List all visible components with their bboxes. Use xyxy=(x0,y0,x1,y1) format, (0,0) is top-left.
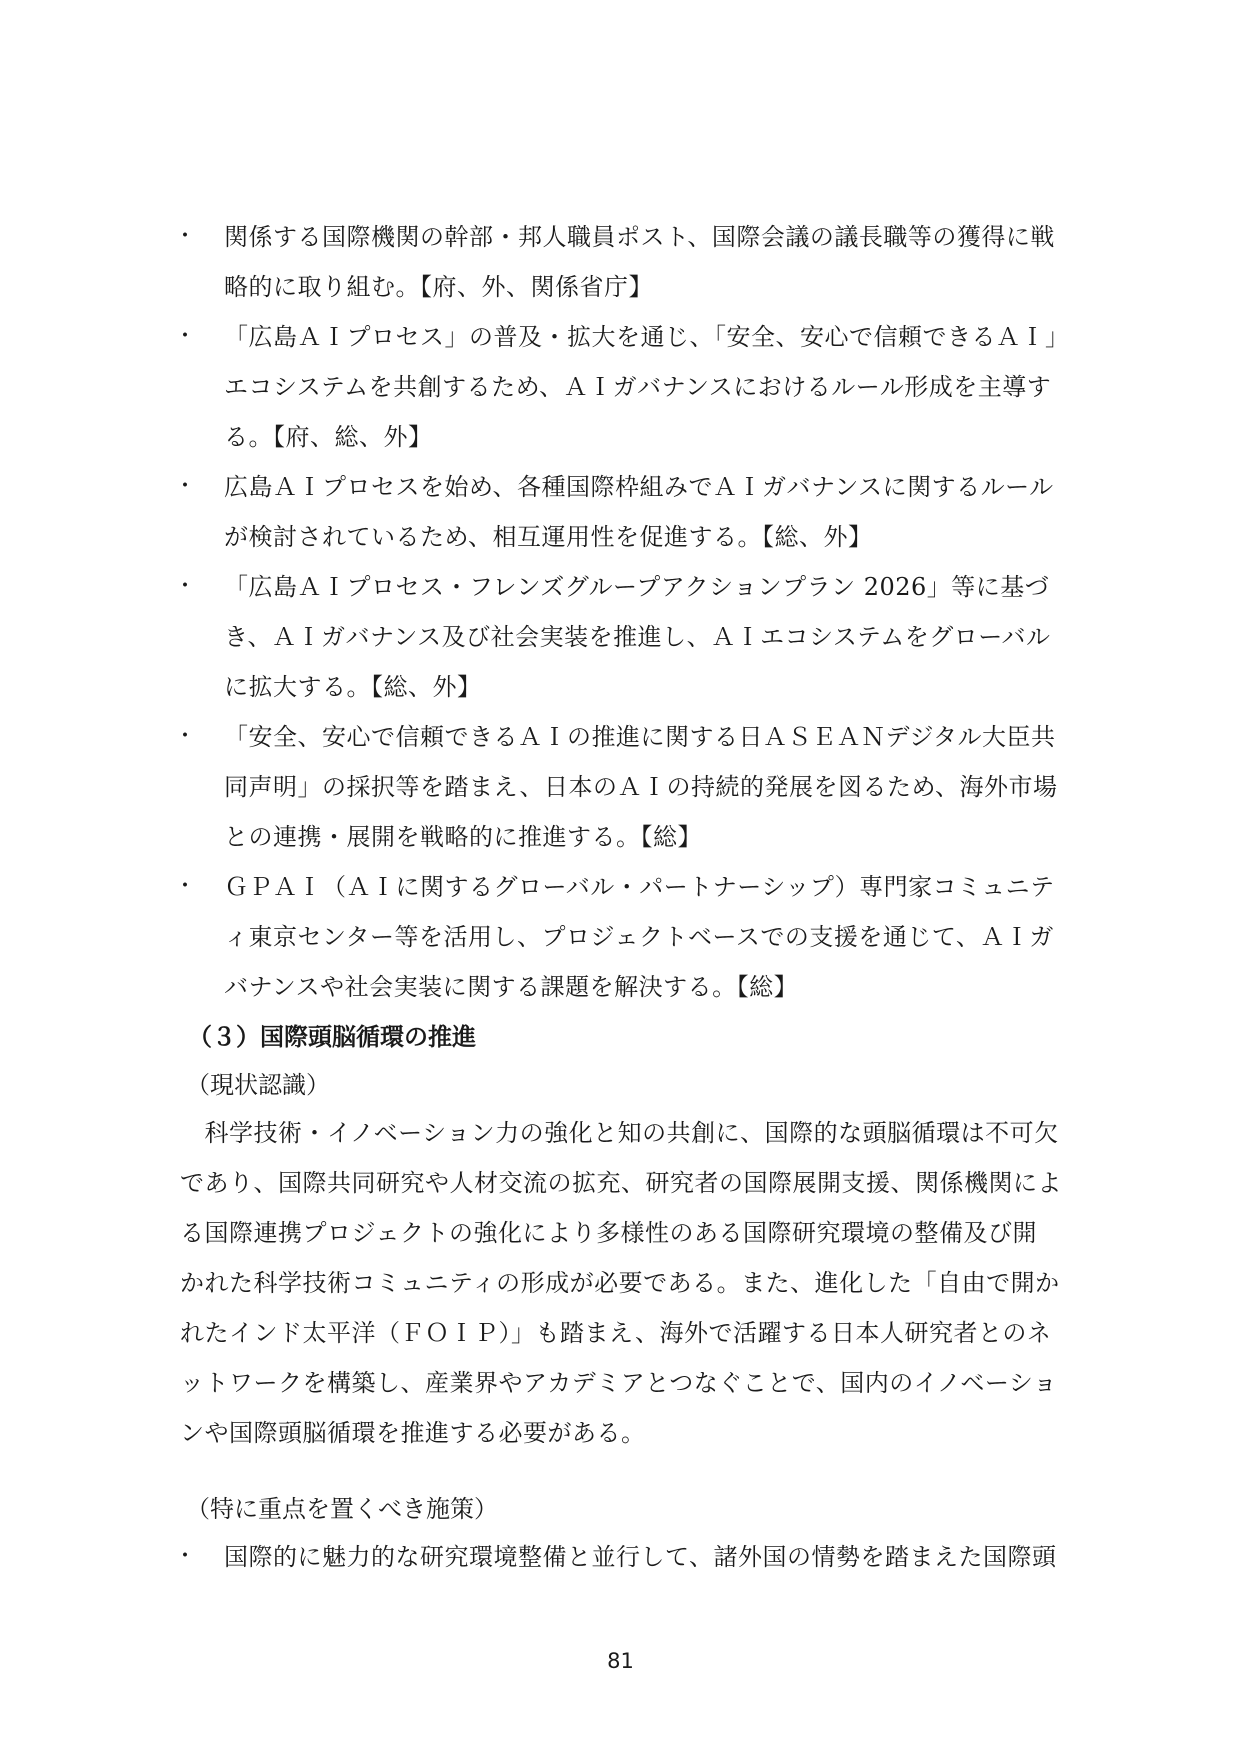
list-item xyxy=(0,1532,1072,1582)
subheading-status: （現状認識） xyxy=(186,1071,330,1099)
bullet-marker: ・ xyxy=(174,324,197,349)
section-heading: （３）国際頭脳循環の推進 xyxy=(188,1023,476,1051)
text-line: 国際的に魅力的な研究環境整備と並行して、諸外国の情勢を踏まえた国際頭 xyxy=(224,1543,1057,1571)
bullet-marker: ・ xyxy=(174,874,197,899)
text-line: 同声明」の採択等を踏まえ、日本のＡＩの持続的発展を図るため、海外市場 xyxy=(224,773,1058,801)
list-item xyxy=(0,712,1072,862)
text-line: る。【府、総、外】 xyxy=(224,423,433,451)
subheading-measures: （特に重点を置くべき施策） xyxy=(186,1495,498,1523)
text-line: ィ東京センター等を活用し、プロジェクトベースでの支援を通じて、ＡＩガ xyxy=(224,923,1054,951)
bullet-marker: ・ xyxy=(174,574,197,599)
text-line: バナンスや社会実装に関する課題を解決する。【総】 xyxy=(224,973,799,1001)
text-line: エコシステムを共創するため、ＡＩガバナンスにおけるルール形成を主導す xyxy=(224,373,1052,401)
text-line: れたインド太平洋（ＦＯＩＰ）」も踏まえ、海外で活躍する日本人研究者とのネ xyxy=(180,1319,1052,1347)
text-line: 「広島ＡＩプロセス」の普及・拡大を通じ、「安全、安心で信頼できるＡＩ」 xyxy=(224,323,1070,351)
bullet-list-measures xyxy=(0,1532,1241,1582)
page-number: 81 xyxy=(607,1649,634,1673)
list-item xyxy=(0,462,1072,562)
text-line: ンや国際頭脳循環を推進する必要がある。 xyxy=(180,1419,646,1447)
text-line: る国際連携プロジェクトの強化により多様性のある国際研究環境の整備及び開 xyxy=(180,1219,1038,1247)
text-line: 略的に取り組む。【府、外、関係省庁】 xyxy=(224,273,653,301)
status-paragraph xyxy=(180,1108,1070,1458)
bullet-list-ai-governance xyxy=(0,212,1241,1012)
bullet-marker: ・ xyxy=(174,724,197,749)
list-item xyxy=(0,212,1072,312)
list-item xyxy=(0,862,1072,1012)
text-line: ットワークを構築し、産業界やアカデミアとつなぐことで、国内のイノベーショ xyxy=(180,1369,1058,1397)
text-line: との連携・展開を戦略的に推進する。【総】 xyxy=(224,823,702,851)
bullet-marker: ・ xyxy=(174,1544,197,1569)
list-item xyxy=(0,312,1072,462)
text-line: 関係する国際機関の幹部・邦人職員ポスト、国際会議の議長職等の獲得に戦 xyxy=(224,223,1055,251)
text-line: ＧＰＡＩ（ＡＩに関するグローバル・パートナーシップ）専門家コミュニテ xyxy=(224,873,1055,901)
text-line: が検討されているため、相互運用性を促進する。【総、外】 xyxy=(224,523,873,551)
text-line: であり、国際共同研究や人材交流の拡充、研究者の国際展開支援、関係機関によ xyxy=(180,1169,1062,1197)
list-item xyxy=(0,562,1072,712)
text-line: き、ＡＩガバナンス及び社会実装を推進し、ＡＩエコシステムをグローバル xyxy=(224,623,1051,651)
bullet-marker: ・ xyxy=(174,224,197,249)
text-line: 「広島ＡＩプロセス・フレンズグループアクションプラン 2026」等に基づ xyxy=(224,573,1050,601)
text-line: 科学技術・イノベーション力の強化と知の共創に、国際的な頭脳循環は不可欠 xyxy=(180,1119,1059,1147)
text-line: 「安全、安心で信頼できるＡＩの推進に関する日ＡＳＥＡＮデジタル大臣共 xyxy=(224,723,1056,751)
text-line: 広島ＡＩプロセスを始め、各種国際枠組みでＡＩガバナンスに関するルール xyxy=(224,473,1054,501)
text-line: かれた科学技術コミュニティの形成が必要である。また、進化した「自由で開か xyxy=(180,1269,1060,1297)
text-line: に拡大する。【総、外】 xyxy=(224,673,482,701)
bullet-marker: ・ xyxy=(174,474,197,499)
